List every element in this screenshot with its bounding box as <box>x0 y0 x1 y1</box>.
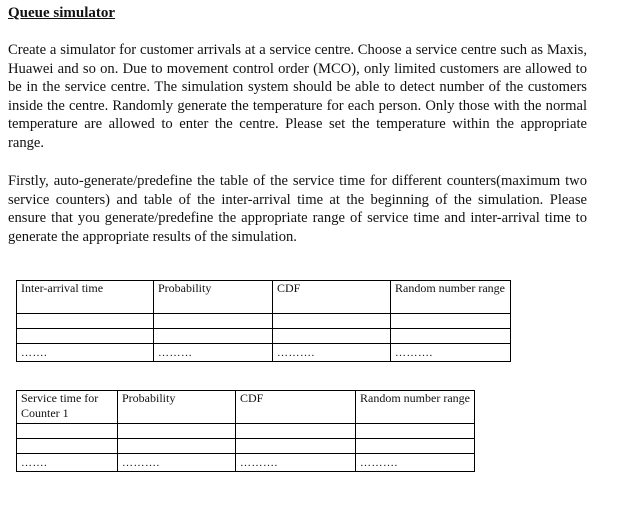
ellipsis-cell: ………. <box>118 454 236 472</box>
ellipsis-cell: ………. <box>236 454 356 472</box>
ellipsis-cell: ……… <box>154 344 273 362</box>
table-header-row <box>17 281 511 314</box>
table-row-ellipsis <box>17 344 511 362</box>
document-title: Queue simulator <box>8 5 116 21</box>
header-cdf: CDF <box>236 391 356 424</box>
inter-arrival-table <box>16 280 511 362</box>
header-cdf: CDF <box>273 281 391 314</box>
header-inter-arrival-time: Inter-arrival time <box>17 281 154 314</box>
header-random-number-range: Random number range <box>356 391 475 424</box>
header-random-number-range: Random number range <box>391 281 511 314</box>
ellipsis-cell: ……. <box>17 454 118 472</box>
table-row <box>17 424 475 439</box>
header-probability: Probability <box>154 281 273 314</box>
header-service-time-counter-1: Service time for Counter 1 <box>17 391 118 424</box>
service-time-table <box>16 390 475 472</box>
paragraph-intro: Create a simulator for customer arrivals at a service centre. Choose a service centre such as Maxis, Huawei and so on. Due to movement control order (MCO), only limited customers are allowed to be in the service centre. The simulation system should be able to detect number of the customers inside the centre. Randomly generate the temperature for each person. Only those with the normal temperature are allowed to enter the centre. Please set the temperature within the appropriate range. <box>8 42 587 151</box>
ellipsis-cell: ………. <box>391 344 511 362</box>
table-row <box>17 329 511 344</box>
header-probability: Probability <box>118 391 236 424</box>
ellipsis-cell: ………. <box>356 454 475 472</box>
paragraph-tables: Firstly, auto-generate/predefine the table of the service time for different counters(maximum two service counters) and table of the inter-arrival time at the beginning of the simulation. Please ensure that you generate/predefine the appropriate range of service time and inter-arrival time to generate the appropriate results of the simulation. <box>8 173 587 245</box>
ellipsis-cell: ………. <box>273 344 391 362</box>
table-header-row <box>17 391 475 424</box>
table-row <box>17 314 511 329</box>
table-row <box>17 439 475 454</box>
ellipsis-cell: ……. <box>17 344 154 362</box>
table-row-ellipsis <box>17 454 475 472</box>
